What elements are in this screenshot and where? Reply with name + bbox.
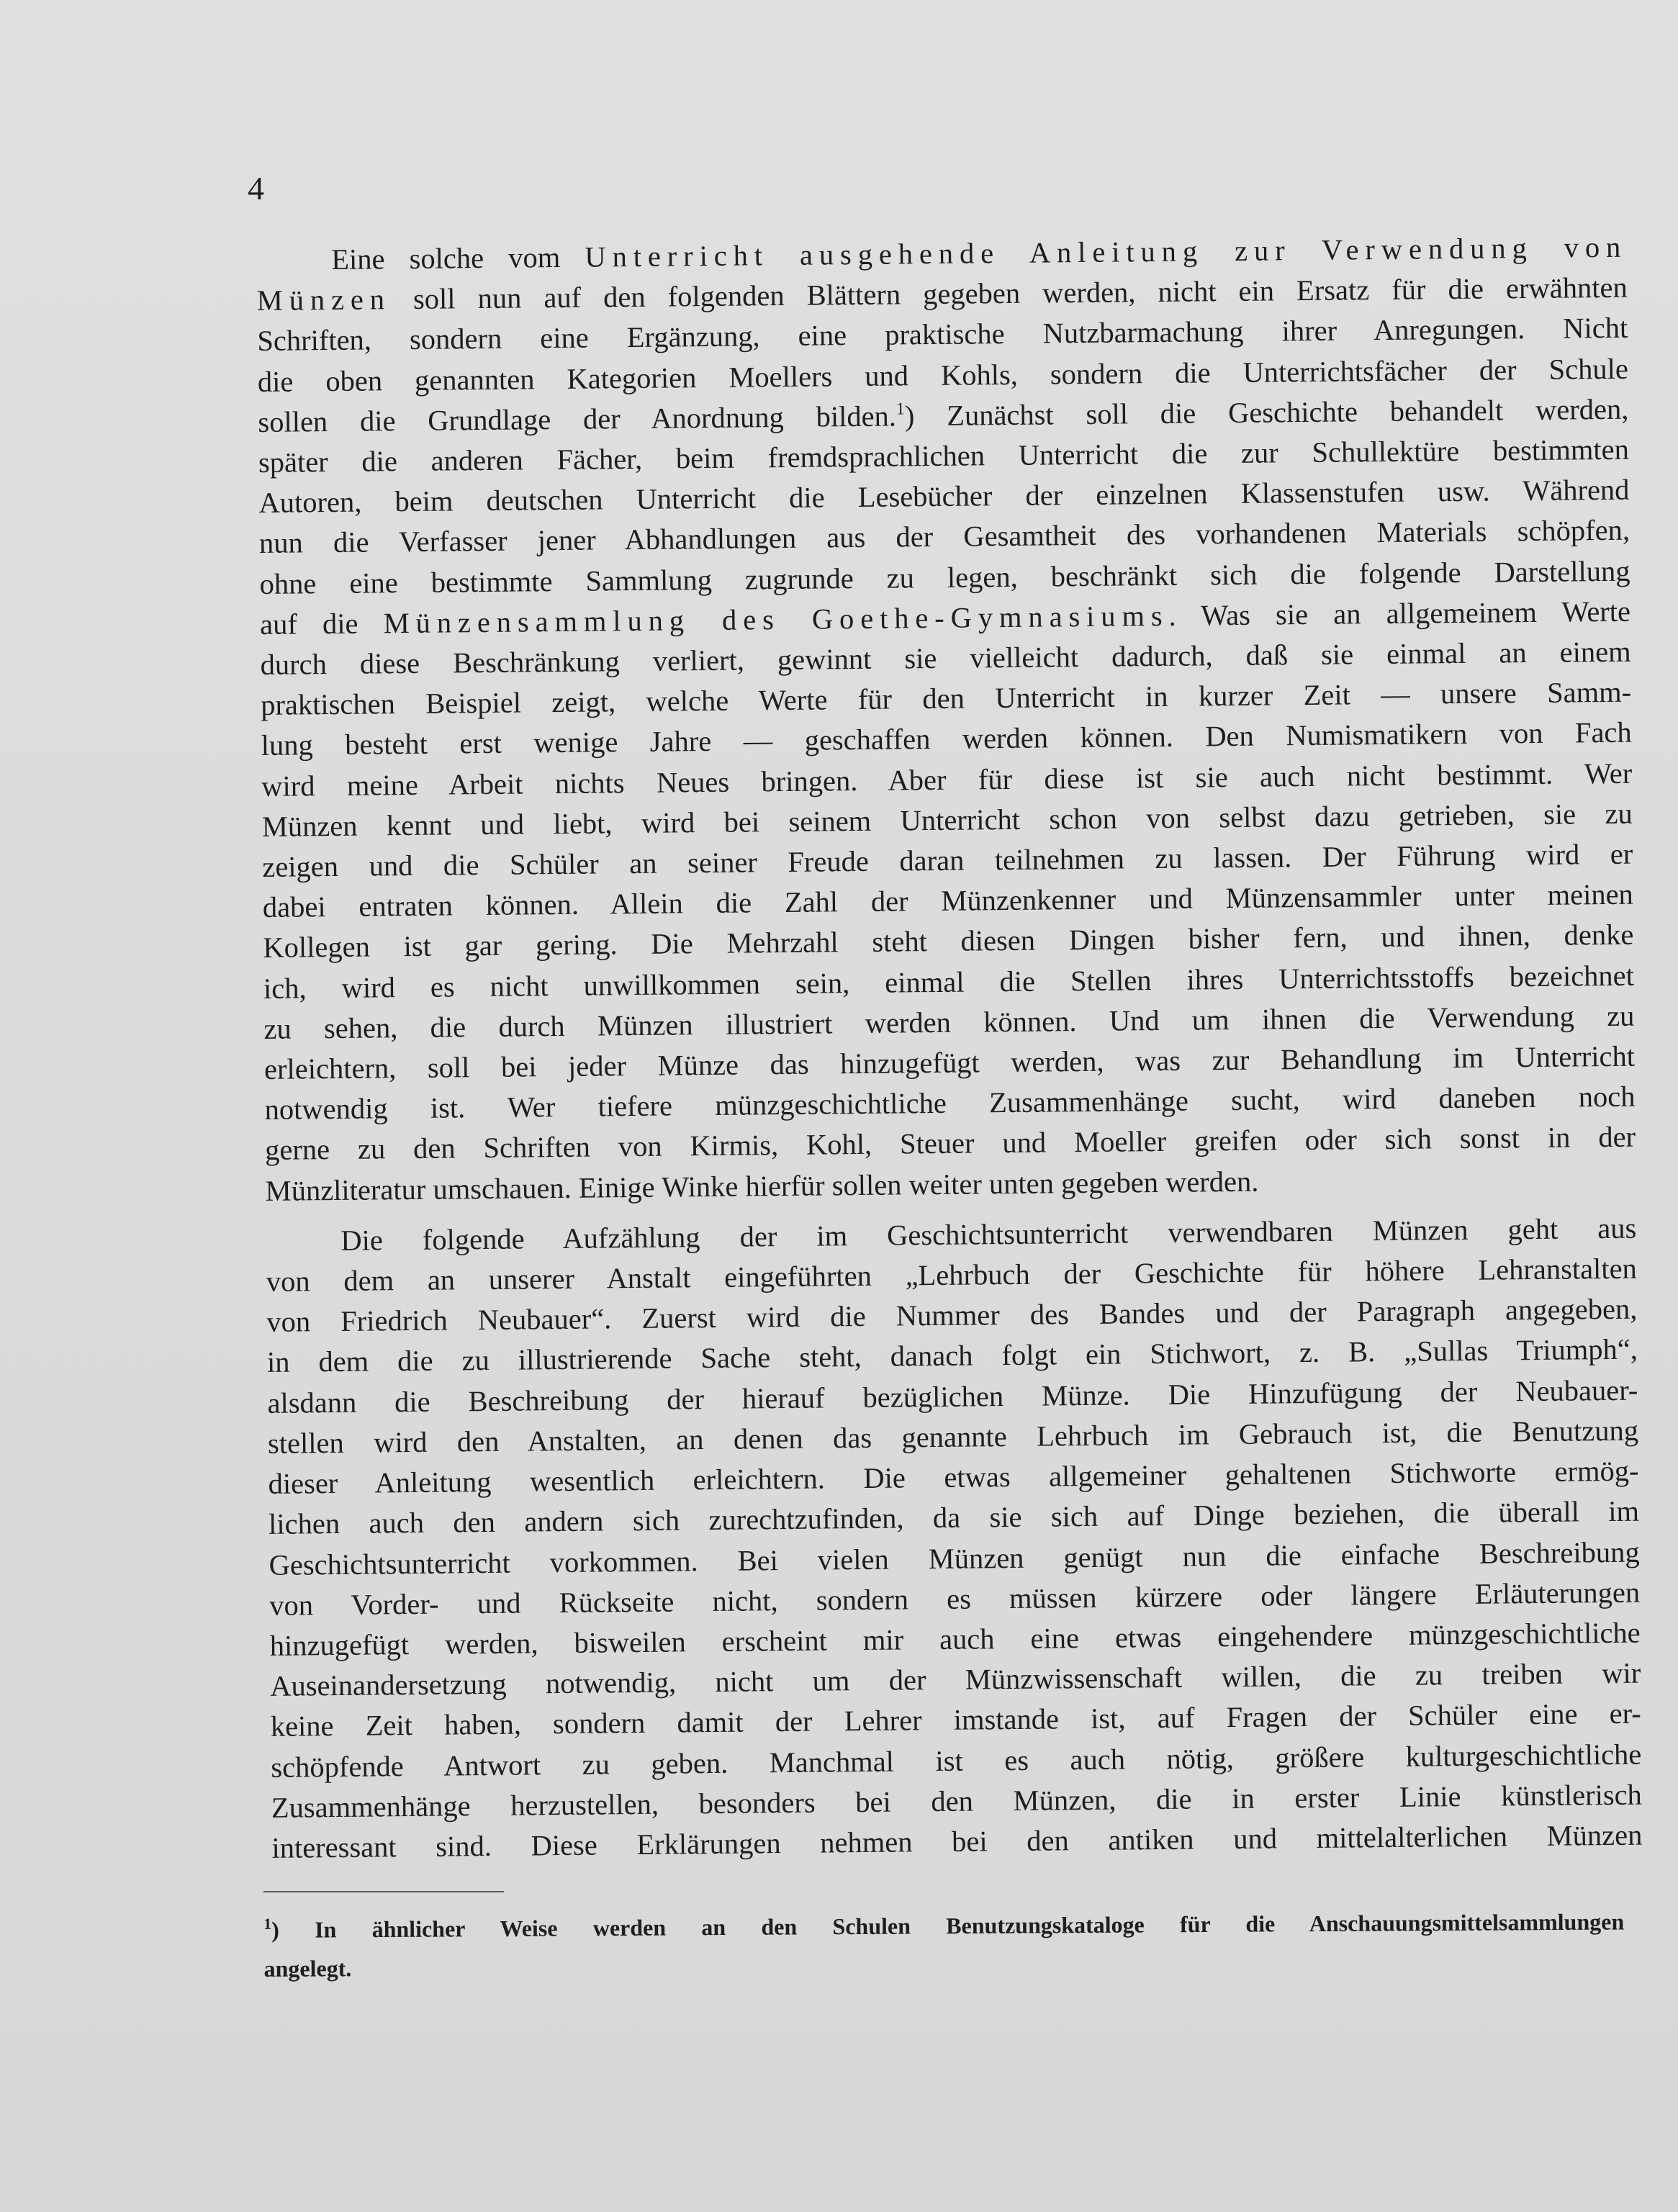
text-run: . Was sie an allgemeinem Werte — [1168, 595, 1631, 632]
text-run: Die folgende Aufzählung der im Geschichtsunterricht verwendbaren Münzen geht aus — [340, 1211, 1637, 1257]
text-run: sollen die Grundlage der Anordnung bilden. — [258, 399, 897, 438]
body-text — [256, 227, 1643, 1869]
text-run: wird meine Arbeit nichts Neues bringen. Aber für diese ist sie auch nicht bestimmt. Wer — [261, 757, 1633, 803]
text-run: interessant sind. Diese Erklärungen nehmen bei den antiken und mittelalterlichen Münzen — [271, 1818, 1643, 1864]
text-run: Kollegen ist gar gering. Die Mehrzahl steht diesen Dingen bisher fern, und ihnen, denke — [263, 918, 1634, 965]
text-run: Schriften, sondern eine Ergänzung, eine praktische Nutzbarmachung ihrer Anregungen. Nicht — [257, 312, 1628, 358]
text-run: später die anderen Fächer, beim fremdsprachlichen Unterricht die zur Schullektüre bestimmten — [258, 433, 1630, 479]
text-run: Münzen kennt und liebt, wird bei seinem Unterricht schon von selbst dazu getrieben, sie zu — [261, 797, 1633, 843]
text-run: von Friedrich Neubauer“. Zuerst wird die Nummer des Bandes und der Paragraph angegeben, — [266, 1292, 1638, 1339]
spaced-text: Unterricht ausgehende Anleitung zur Verwendung von — [585, 230, 1628, 274]
text-run: Autoren, beim deutschen Unterricht die Lesebücher der einzelnen Klassenstufen usw. Während — [258, 473, 1630, 520]
text-run: ) Zunächst soll die Geschichte behandelt werden, — [904, 392, 1629, 433]
spaced-text: Münzen — [256, 283, 392, 317]
text-run: praktischen Beispiel zeigt, welche Werte für den Unterricht in kurzer Zeit — unsere Samm- — [260, 675, 1632, 722]
footnote-divider — [263, 1891, 504, 1892]
text-run: ohne eine bestimmte Sammlung zugrunde zu legen, beschränkt sich die folgende Darstellung — [259, 554, 1630, 600]
footnote-marker: 1 — [263, 1914, 272, 1933]
text-run: auf die — [259, 607, 384, 641]
spaced-text: Münzensammlung des Goethe-Gymnasiums — [383, 599, 1169, 640]
text-run: Zusammenhänge herzustellen, besonders bei den Münzen, die in erster Linie künstlerisch — [271, 1778, 1643, 1824]
text-run: dieser Anleitung wesentlich erleichtern. Die etwas allgemeiner gehaltenen Stichworte ermög- — [268, 1454, 1639, 1501]
text-run: in dem die zu illustrierende Sache steht, danach folgt ein Stichwort, z. B. „Sullas Triumph“, — [266, 1333, 1638, 1379]
text-run: von dem an unserer Anstalt eingeführten „Lehrbuch der Geschichte für höhere Lehranstalten — [266, 1252, 1638, 1299]
text-run: Münzliteratur umschauen. Einige Winke hierfür sollen weiter unten gegeben werden. — [265, 1165, 1259, 1207]
footnote — [263, 1896, 1625, 1988]
text-run: alsdann die Beschreibung der hierauf bezüglichen Münze. Die Hinzufügung der Neubauer- — [267, 1373, 1638, 1419]
footnote-text-continued: angelegt. — [263, 1955, 352, 1982]
text-run: Eine solche vom — [331, 240, 585, 276]
text-run: von Vorder- und Rückseite nicht, sondern es müssen kürzere oder längere Erläuterungen — [269, 1576, 1641, 1622]
page-number: 4 — [248, 170, 264, 207]
text-run: zu sehen, die durch Münzen illustriert werden können. Und um ihnen die Verwendung zu — [263, 999, 1635, 1045]
text-run: lichen auch den andern sich zurechtzufinden, da sie sich auf Dinge beziehen, die überall im — [268, 1494, 1640, 1541]
text-run: dabei entraten können. Allein die Zahl der Münzenkenner und Münzensammler unter meinen — [262, 877, 1634, 924]
paragraph — [256, 227, 1636, 1211]
text-run: soll nun auf den folgenden Blättern gegeben werden, nicht ein Ersatz für die erwähnten — [390, 271, 1628, 316]
text-run: hinzugefügt werden, bisweilen erscheint mir auch eine etwas eingehendere münzgeschichtliche — [269, 1616, 1641, 1662]
text-run: ich, wird es nicht unwillkommen sein, einmal die Stellen ihres Unterrichtsstoffs bezeichnet — [263, 959, 1635, 1005]
footnote-line — [263, 1896, 1624, 1949]
text-run: notwendig ist. Wer tiefere münzgeschichtliche Zusammenhänge sucht, wird daneben noch — [264, 1080, 1636, 1127]
text-run: Geschichtsunterricht vorkommen. Bei vielen Münzen genügt nun die einfache Beschreibung — [269, 1535, 1640, 1581]
footnote-reference: 1 — [896, 399, 905, 419]
text-run: schöpfende Antwort zu geben. Manchmal ist es auch nötig, größere kulturgeschichtliche — [271, 1738, 1642, 1784]
text-run: die oben genannten Kategorien Moellers und Kohls, sondern die Unterrichtsfächer der Schule — [257, 352, 1629, 398]
text-run: erleichtern, soll bei jeder Münze das hinzugefügt werden, was zur Behandlung im Unterricht — [263, 1039, 1636, 1086]
footnote-line — [263, 1941, 1624, 1988]
text-run: lung besteht erst wenige Jahre — geschaffen werden können. Den Numismatikern von Fach — [261, 716, 1632, 762]
text-run: nun die Verfasser jener Abhandlungen aus der Gesamtheit des vorhandenen Materials schöpfen, — [258, 514, 1630, 560]
text-run: Auseinandersetzung notwendig, nicht um der Münzwissenschaft willen, die zu treiben wir — [270, 1656, 1641, 1703]
text-run: stellen wird den Anstalten, an denen das genannte Lehrbuch im Gebrauch ist, die Benutzung — [267, 1414, 1639, 1460]
footnote-text: ) In ähnlicher Weise werden an den Schulen Benutzungskataloge für die Anschauungsmittelsammlungen — [271, 1908, 1625, 1943]
text-run: zeigen und die Schüler an seiner Freude daran teilnehmen zu lassen. Der Führung wird er — [262, 837, 1633, 884]
text-run: keine Zeit haben, sondern damit der Lehrer imstande ist, auf Fragen der Schüler eine er- — [270, 1697, 1641, 1743]
paragraph — [266, 1209, 1643, 1869]
text-run: durch diese Beschränkung verliert, gewinnt sie vielleicht dadurch, daß sie einmal an einem — [260, 635, 1631, 682]
text-run: gerne zu den Schriften von Kirmis, Kohl, Steuer und Moeller greifen oder sich sonst in der — [264, 1121, 1636, 1167]
